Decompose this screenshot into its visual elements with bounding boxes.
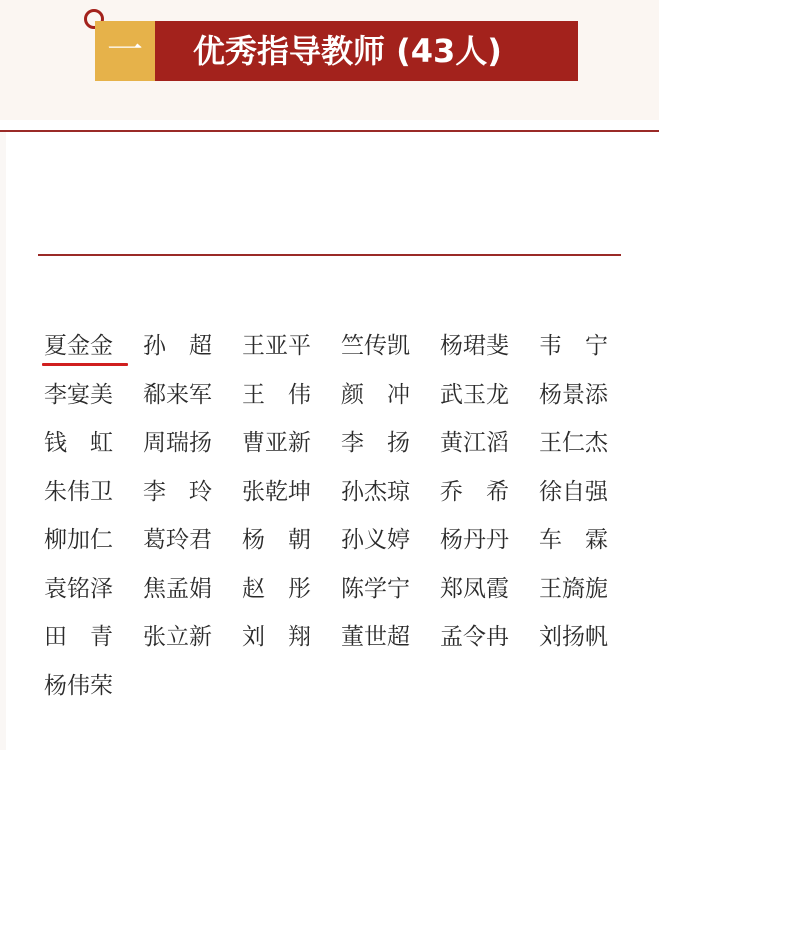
teacher-name: 钱 虹 (44, 430, 113, 456)
teacher-name: 王仁杰 (539, 430, 608, 456)
teacher-name: 郗来军 (143, 381, 212, 408)
teacher-name: 田 青 (44, 624, 113, 650)
teacher-name: 孙杰琼 (341, 478, 410, 505)
teacher-name: 武玉龙 (440, 381, 509, 408)
teacher-name: 张立新 (143, 624, 212, 650)
teacher-name: 朱伟卫 (44, 478, 113, 505)
teacher-name: 竺传凯 (341, 333, 410, 359)
teacher-name-list (44, 326, 638, 714)
teacher-name: 孙 超 (143, 333, 212, 359)
teacher-name: 乔 希 (440, 478, 509, 505)
divider-middle (38, 254, 621, 256)
teacher-name: 杨珺斐 (440, 333, 509, 359)
teacher-name: 刘扬帆 (539, 624, 608, 650)
teacher-name: 杨伟荣 (44, 672, 113, 699)
teacher-name: 李宴美 (44, 381, 113, 408)
section-title: 优秀指导教师 (43人) (155, 21, 578, 81)
teacher-name: 车 霖 (539, 527, 608, 553)
teacher-name: 刘 翔 (242, 624, 311, 650)
teacher-name: 孟令冉 (440, 624, 509, 650)
teacher-name: 韦 宁 (539, 333, 608, 359)
teacher-name: 陈学宁 (341, 575, 410, 602)
teacher-name: 周瑞扬 (143, 430, 212, 456)
teacher-name: 黄江滔 (440, 430, 509, 456)
teacher-name: 李 玲 (143, 478, 212, 505)
teacher-name: 杨景添 (539, 381, 608, 408)
teacher-name: 杨丹丹 (440, 527, 509, 553)
teacher-name: 焦孟娟 (143, 575, 212, 602)
teacher-name: 张乾坤 (242, 478, 311, 505)
name-underline-mark (42, 363, 128, 366)
teacher-name: 徐自强 (539, 478, 608, 505)
divider-top (0, 130, 659, 132)
teacher-name: 王旖旎 (539, 575, 608, 602)
teacher-name: 杨 朝 (242, 527, 311, 553)
teacher-name: 柳加仁 (44, 527, 113, 553)
teacher-name: 郑凤霞 (440, 575, 509, 602)
teacher-name: 夏金金 (44, 333, 113, 359)
section-number: 一 (95, 21, 155, 81)
teacher-name: 袁铭泽 (44, 575, 113, 602)
teacher-name: 王 伟 (242, 381, 311, 408)
teacher-name: 孙义婷 (341, 527, 410, 553)
teacher-name: 颜 冲 (341, 381, 410, 408)
left-edge-shade (0, 132, 6, 750)
teacher-name: 王亚平 (242, 333, 311, 359)
teacher-name: 曹亚新 (242, 430, 311, 456)
teacher-name: 董世超 (341, 624, 410, 650)
teacher-name: 葛玲君 (143, 527, 212, 553)
teacher-name: 赵 彤 (242, 575, 311, 602)
teacher-name: 李 扬 (341, 430, 410, 456)
